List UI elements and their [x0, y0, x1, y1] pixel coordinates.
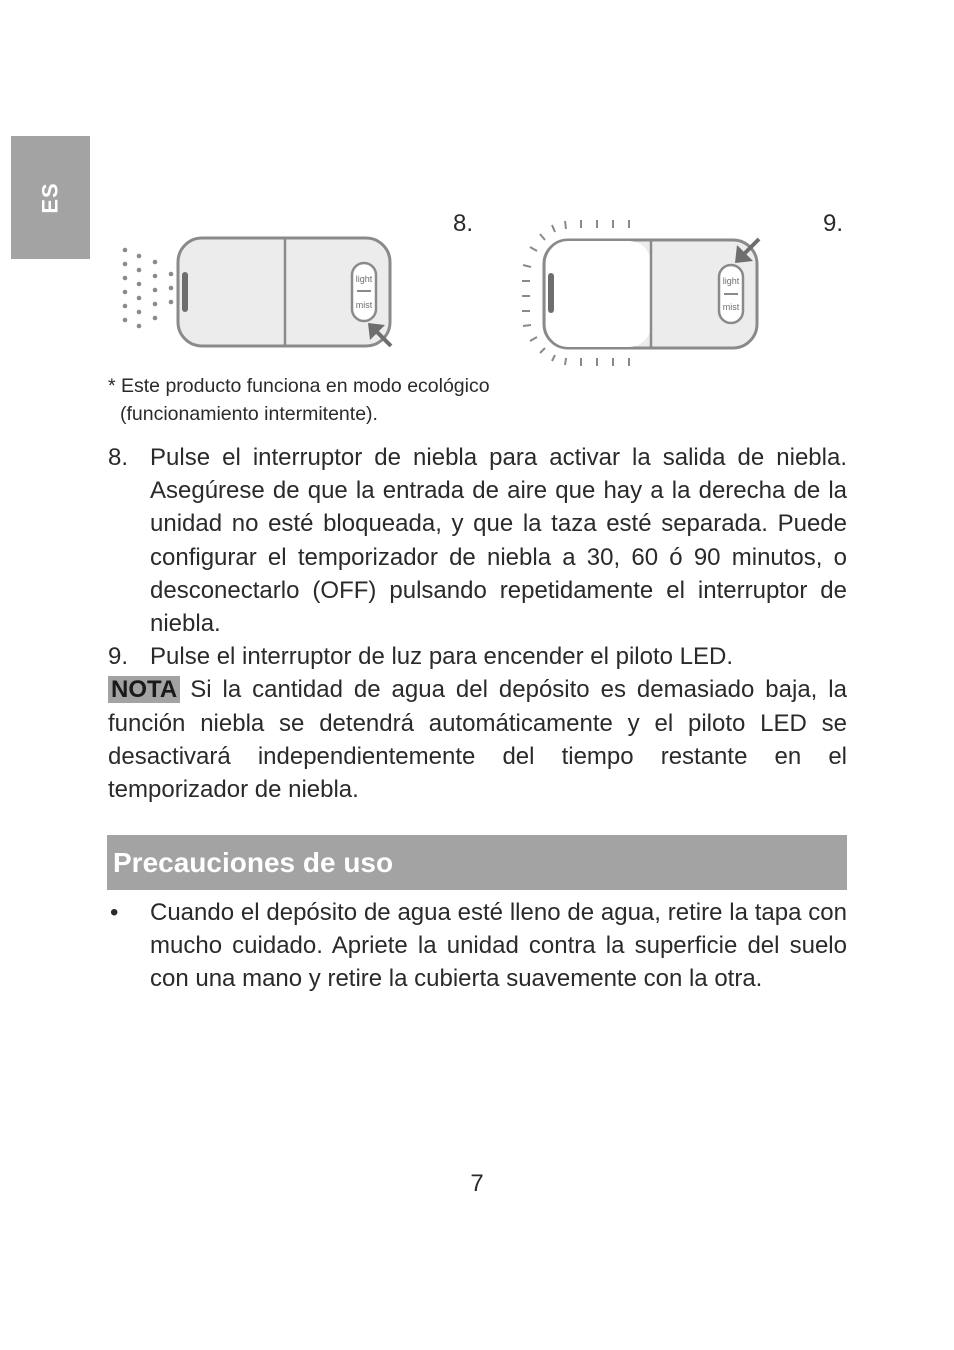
mist-label: mist: [722, 302, 740, 312]
step-text: Pulse el interruptor de luz para encender el piloto LED.: [150, 643, 734, 671]
step-number: 8.: [108, 444, 129, 471]
humidifier-mist-button-press-icon: [115, 230, 400, 355]
light-label: light: [722, 276, 740, 286]
bullet-text: Cuando el depósito de agua esté lleno de agua, retire la tapa con mucho cuidado. Apriete la unidad contra la superficie del suelo con una mano y retire la cubierta suavemente con la otra.: [150, 899, 847, 993]
note-paragraph: [108, 673, 847, 806]
step-text: Pulse el interruptor de niebla para activar la salida de niebla. Asegúrese de que la entrada de aire que hay a la derecha de la unidad no esté bloqueada, y que la taza esté separada. Puede configurar el temporizador de niebla a 30, 60 ó 90 minutos, o desconectarlo (OFF) pulsando repetidamente el interruptor de niebla.: [150, 444, 847, 638]
figure-8-number: 8.: [453, 210, 474, 237]
footnote: [108, 372, 490, 428]
footnote-line-1: * Este producto funciona en modo ecológico: [108, 375, 490, 397]
section-title: Precauciones de uso: [113, 846, 394, 878]
note-text: Si la cantidad de agua del depósito es demasiado baja, la función niebla se detendrá automáticamente y el piloto LED se desactivará independientemente del tiempo restante en el temporizador de niebla.: [108, 676, 847, 804]
bullet-mark: •: [110, 899, 119, 926]
instruction-steps: [108, 441, 847, 806]
precautions-list: [108, 896, 847, 996]
figure-9-number: 9.: [823, 210, 844, 237]
list-item: [108, 896, 847, 996]
step-number: 9.: [108, 643, 129, 671]
step-8: [108, 441, 847, 640]
mist-label: mist: [355, 300, 373, 310]
note-label: NOTA: [108, 676, 180, 703]
section-header: [107, 835, 847, 890]
page-number: 7: [470, 1170, 484, 1197]
step-9: [108, 640, 847, 673]
language-tab: [11, 136, 90, 259]
mist-dots: [123, 248, 174, 329]
humidifier-light-button-press-icon: [515, 215, 770, 370]
language-tab-label: ES: [37, 181, 63, 214]
footnote-line-2: (funcionamiento intermitente).: [120, 403, 378, 425]
light-label: light: [355, 274, 373, 284]
